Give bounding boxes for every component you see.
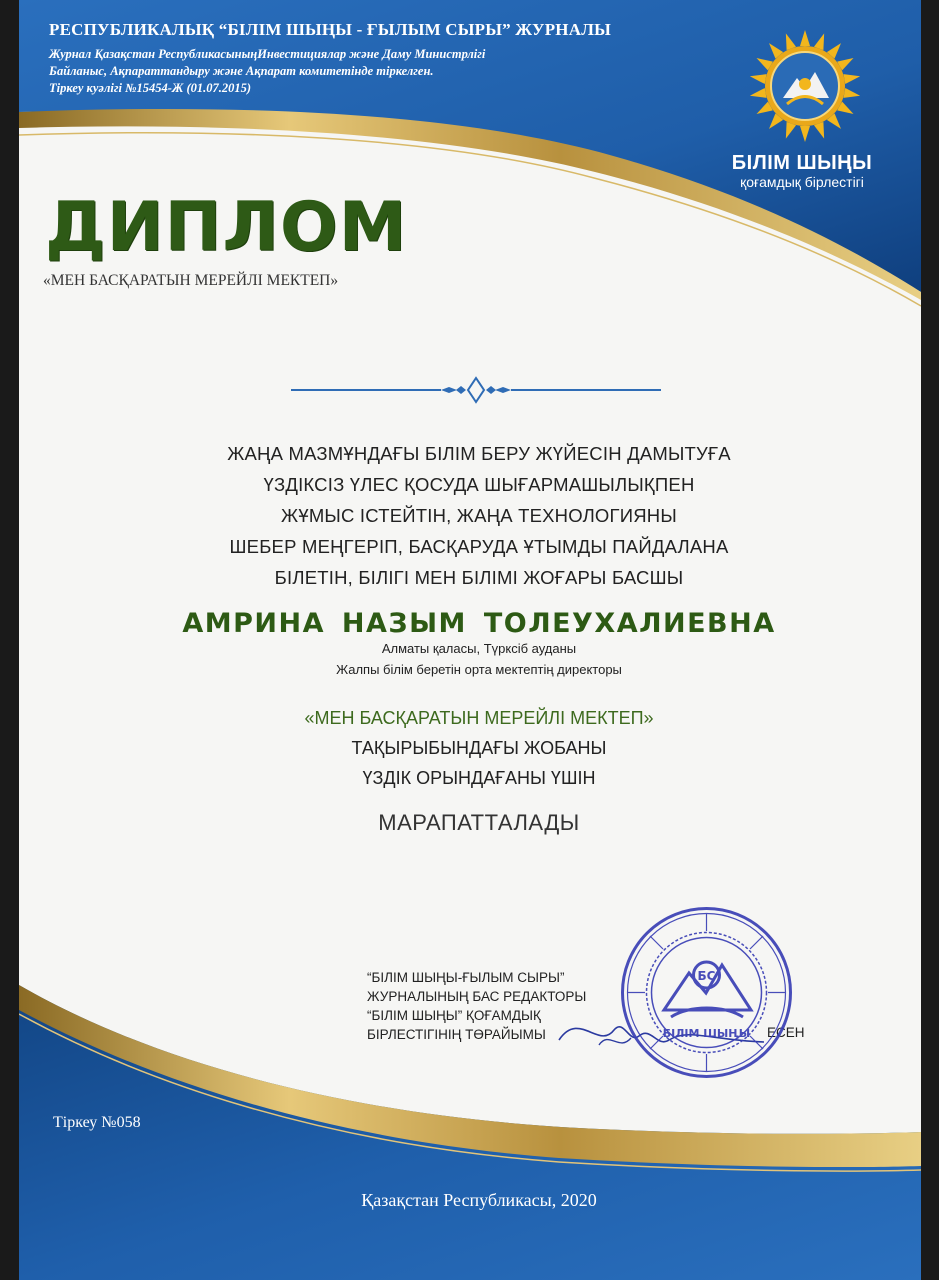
footer-country-year: Қазақстан Республикасы, 2020 [361, 1190, 597, 1210]
diploma-sheet [19, 0, 921, 1280]
registration-line: Байланыс, Ақпараттандыру және Ақпарат комитетінде тіркелген. [49, 64, 434, 78]
stamp-label: БІЛІМ ШЫҢЫ [662, 1027, 751, 1040]
body-line: ЖҰМЫС ІСТЕЙТІН, ЖАҢА ТЕХНОЛОГИЯНЫ [281, 505, 677, 526]
journal-title: РЕСПУБЛИКАЛЫҚ “БІЛІМ ШЫҢЫ - ҒЫЛЫМ СЫРЫ” ЖУРНАЛЫ [49, 20, 611, 39]
signatory-line: “БІЛІМ ШЫҢЫ” ҚОҒАМДЫҚ [367, 1008, 541, 1023]
sunburst-emblem-icon [745, 28, 865, 148]
project-line-1: ТАҚЫРЫБЫНДАҒЫ ЖОБАНЫ [351, 738, 607, 758]
brand-subtitle: қоғамдық бірлестігі [740, 174, 864, 190]
signatory-name: ЕСЕН [767, 1025, 805, 1040]
signatory-line: БІРЛЕСТІГІНІҢ ТӨРАЙЫМЫ [367, 1027, 546, 1042]
recipient-name: АМРИНА НАЗЫМ ТОЛЕУХАЛИЕВНА [182, 608, 776, 639]
signatory-line: ЖУРНАЛЫНЫҢ БАС РЕДАКТОРЫ [367, 989, 587, 1004]
project-line-2: ҮЗДІК ОРЫНДАҒАНЫ ҮШІН [362, 768, 596, 788]
body-line: ҮЗДІКСІЗ ҮЛЕС ҚОСУДА ШЫҒАРМАШЫЛЫҚПЕН [263, 474, 695, 495]
registration-line: Журнал Қазақстан РеспубликасыныңИнвестициялар және Даму Министрлігі [49, 47, 486, 61]
body-line: ШЕБЕР МЕҢГЕРІП, БАСҚАРУДА ҰТЫМДЫ ПАЙДАЛАНА [229, 536, 729, 557]
recipient-location: Алматы қаласы, Түрксіб ауданы [381, 641, 577, 656]
registration-number: Тіркеу №058 [53, 1114, 141, 1131]
diploma-subtitle: «МЕН БАСҚАРАТЫН МЕРЕЙЛІ МЕКТЕП» [43, 272, 339, 289]
ornament-divider [291, 375, 661, 405]
recipient-position: Жалпы білім беретін орта мектептің директоры [336, 662, 622, 677]
diploma-body [109, 438, 849, 593]
award-text: МАРАПАТТАЛАДЫ [378, 810, 580, 835]
official-stamp-icon [619, 905, 794, 1080]
project-title: «МЕН БАСҚАРАТЫН МЕРЕЙЛІ МЕКТЕП» [304, 708, 654, 728]
diploma-title: ДИПЛОМ [45, 188, 408, 267]
body-line: БІЛЕТІН, БІЛІГІ МЕН БІЛІМІ ЖОҒАРЫ БАСШЫ [274, 567, 684, 588]
brand-name: БІЛІМ ШЫҢЫ [731, 152, 873, 174]
signatory-line: “БІЛІМ ШЫҢЫ-ҒЫЛЫМ СЫРЫ” [367, 970, 565, 985]
registration-info [49, 46, 485, 97]
body-line: ЖАҢА МАЗМҰНДАҒЫ БІЛІМ БЕРУ ЖҮЙЕСІН ДАМЫТУҒА [227, 443, 731, 464]
registration-line: Тіркеу куәлігі №15454-Ж (01.07.2015) [49, 81, 252, 95]
stamp-center-mark: БС [697, 969, 716, 983]
